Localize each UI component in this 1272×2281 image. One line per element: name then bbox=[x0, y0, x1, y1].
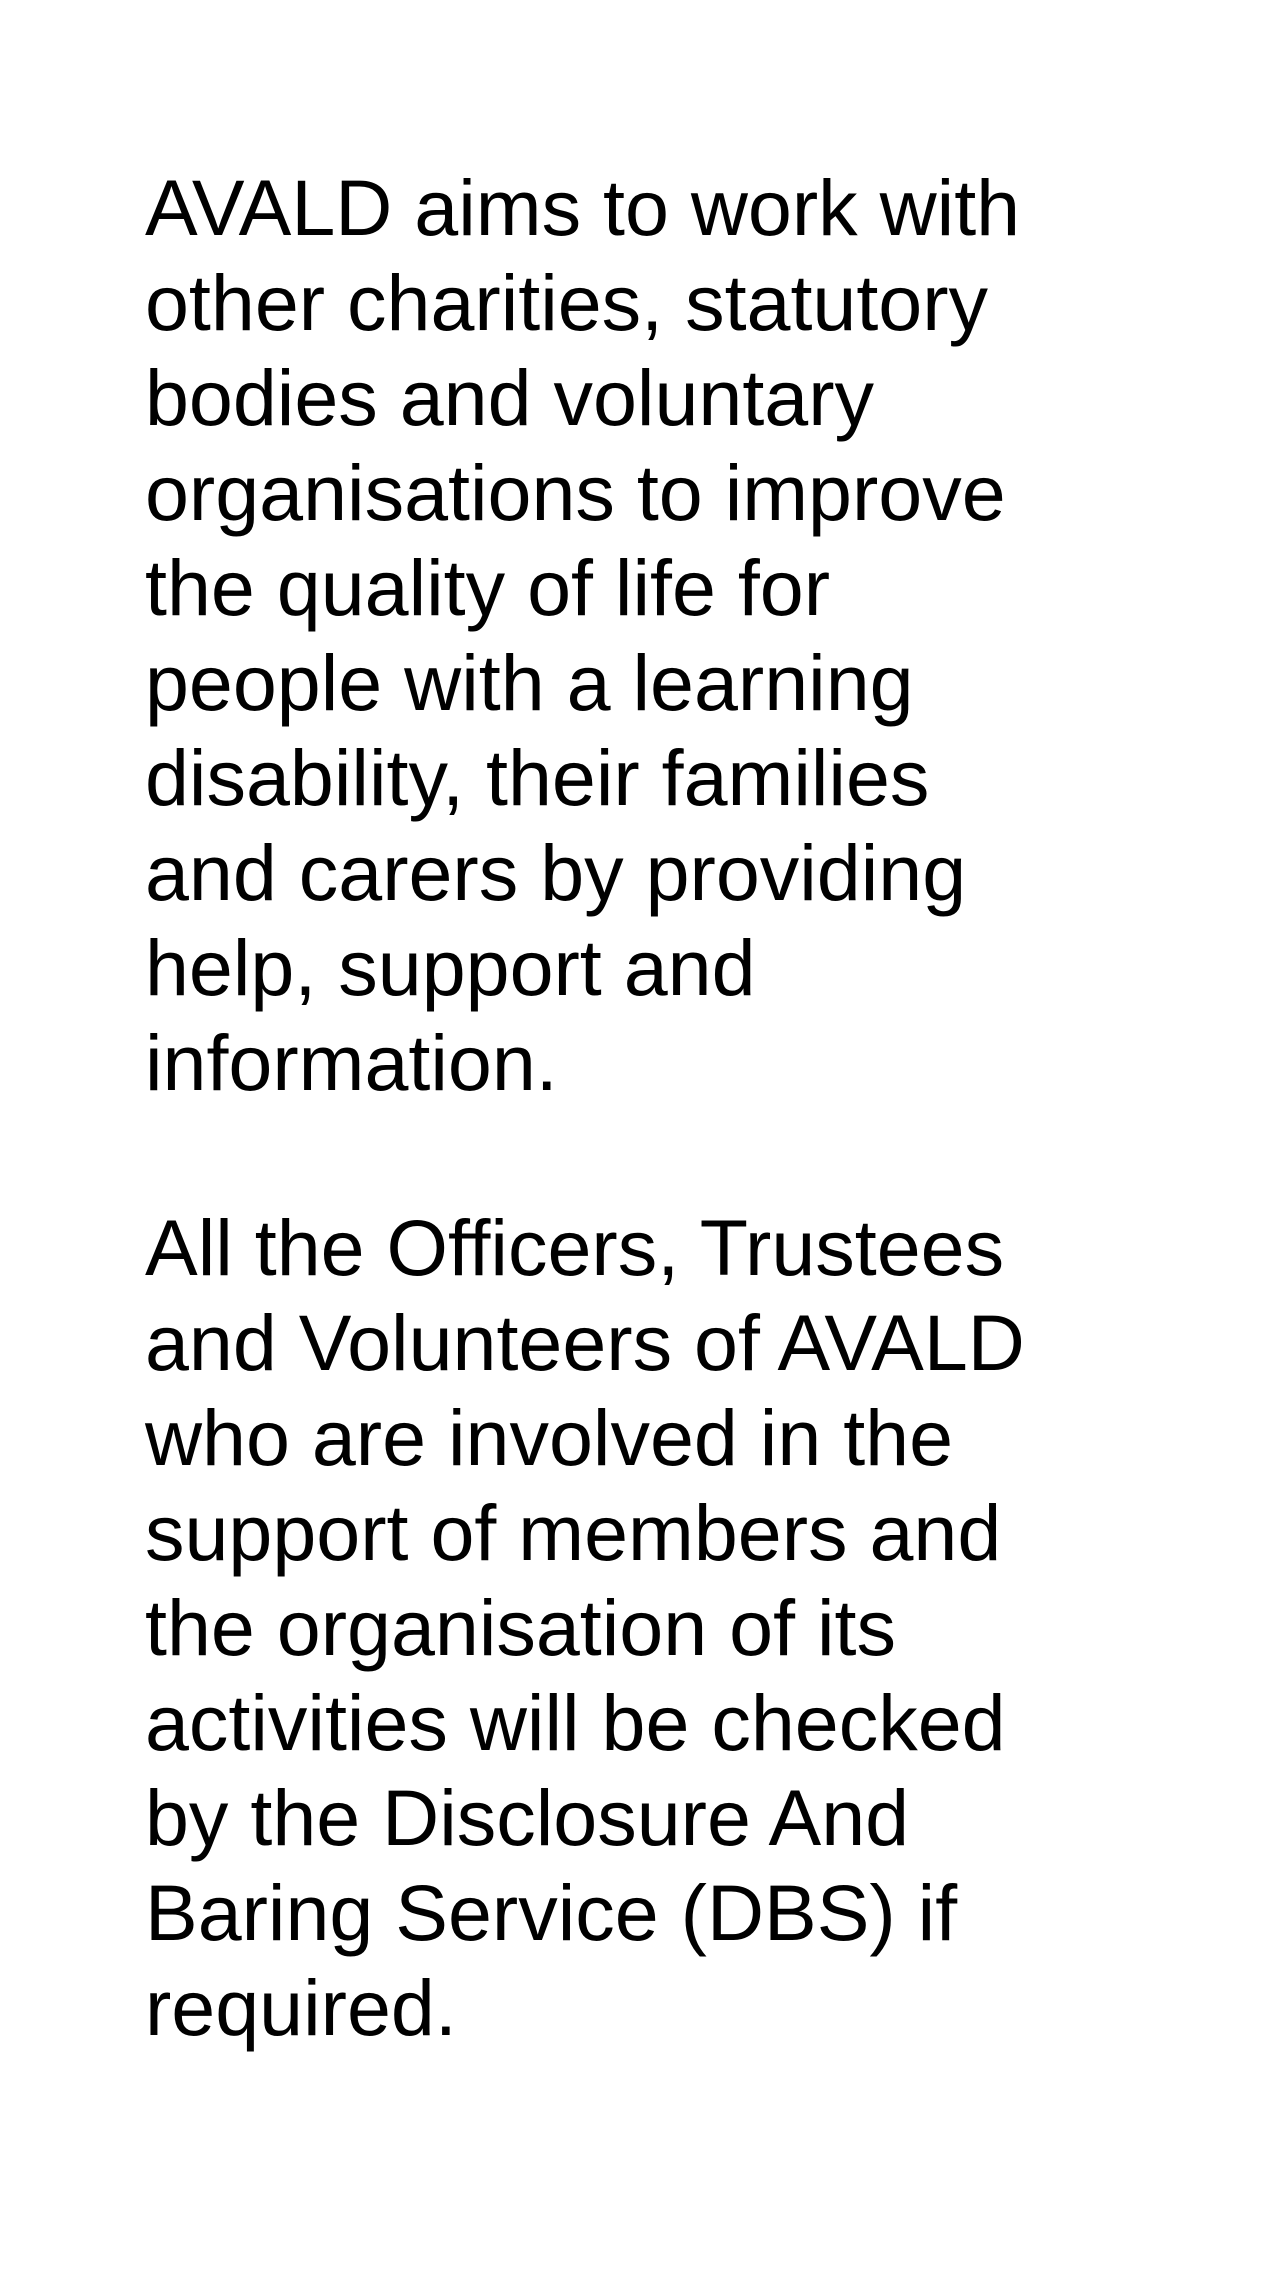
text-line: information. bbox=[145, 1018, 558, 1107]
text-line: bodies and voluntary bbox=[145, 353, 875, 442]
text-line: the organisation of its bbox=[145, 1583, 896, 1672]
text-line: other charities, statutory bbox=[145, 258, 989, 347]
text-line: help, support and bbox=[145, 923, 756, 1012]
text-line: and Volunteers of AVALD bbox=[145, 1298, 1025, 1387]
text-line: people with a learning bbox=[145, 638, 914, 727]
text-line: support of members and bbox=[145, 1488, 1002, 1577]
text-line: required. bbox=[145, 1963, 457, 2052]
text-line: activities will be checked bbox=[145, 1678, 1006, 1767]
text-line: the quality of life for bbox=[145, 543, 831, 632]
paragraph-aims bbox=[145, 160, 1020, 1110]
text-line: by the Disclosure And bbox=[145, 1773, 910, 1862]
text-line: disability, their families bbox=[145, 733, 930, 822]
text-line: organisations to improve bbox=[145, 448, 1006, 537]
text-line: and carers by providing bbox=[145, 828, 967, 917]
paragraph-dbs-checks bbox=[145, 1200, 1025, 2055]
text-line: AVALD aims to work with bbox=[145, 163, 1021, 252]
text-line: Baring Service (DBS) if bbox=[145, 1868, 958, 1957]
text-line: who are involved in the bbox=[145, 1393, 954, 1482]
text-line: All the Officers, Trustees bbox=[145, 1203, 1005, 1292]
